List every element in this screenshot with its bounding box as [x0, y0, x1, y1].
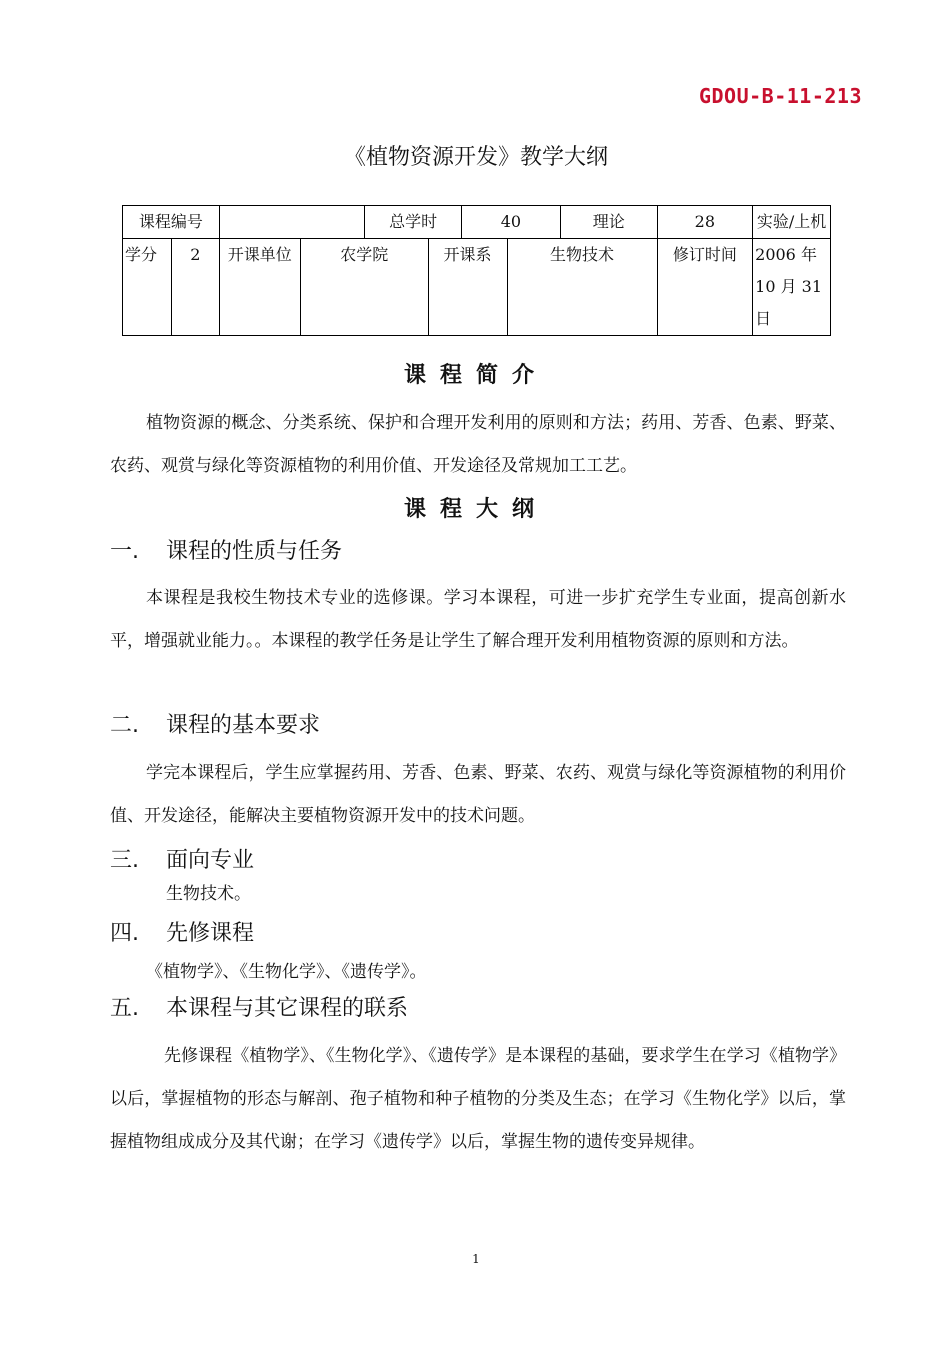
page-title: 《植物资源开发》教学大纲 — [343, 145, 608, 170]
section-4-heading — [110, 916, 254, 947]
intro-heading: 课程简介 — [403, 363, 548, 388]
section-number: 一. — [110, 539, 139, 564]
section-number: 四. — [110, 921, 139, 946]
dept-value: 生物技术 — [507, 239, 657, 336]
section-5-text: 先修课程《植物学》、《生物化学》、《遗传学》是本课程的基础，要求学生在学习《植物学》以后，掌握植物的形态与解剖、孢子植物和种子植物的分类及生态；在学习《生物化学》以后，掌握植物组成成分及其代谢；在学习《遗传学》以后，掌握生物的遗传变异规律。 — [110, 1046, 846, 1152]
section-number: 三. — [110, 848, 139, 873]
section-number: 五. — [110, 996, 139, 1021]
outline-heading: 课程大纲 — [403, 497, 548, 522]
section-title: 课程的性质与任务 — [166, 539, 343, 564]
lab-label: 实验/上机 — [753, 206, 831, 239]
section-title: 课程的基本要求 — [166, 713, 321, 738]
section-2-heading — [110, 708, 320, 739]
course-info-table — [122, 205, 831, 336]
unit-label: 开课单位 — [219, 239, 300, 336]
section-title: 面向专业 — [166, 848, 255, 873]
section-3-text: 生物技术。 — [166, 884, 251, 904]
section-title: 先修课程 — [166, 921, 255, 946]
section-4-text: 《植物学》、《生物化学》、《遗传学》。 — [146, 962, 427, 982]
revise-label: 修订时间 — [657, 239, 753, 336]
course-code-value — [219, 206, 365, 239]
course-code-label: 课程编号 — [123, 206, 220, 239]
document-number: GDOU-B-11-213 — [698, 84, 862, 108]
page-number: 1 — [472, 1252, 480, 1266]
section-5-heading — [110, 991, 408, 1022]
section-number: 二. — [110, 713, 139, 738]
intro-text: 植物资源的概念、分类系统、保护和合理开发利用的原则和方法；药用、芳香、色素、野菜、农药、观赏与绿化等资源植物的利用价值、开发途径及常规加工工艺。 — [110, 413, 846, 476]
theory-value: 28 — [657, 206, 753, 239]
section-title: 本课程与其它课程的联系 — [166, 996, 409, 1021]
theory-label: 理论 — [560, 206, 657, 239]
section-3-heading — [110, 843, 254, 874]
section-1-heading — [110, 534, 342, 565]
revise-value: 2006 年 10 月 31 日 — [753, 239, 831, 336]
section-1-text: 本课程是我校生物技术专业的选修课。学习本课程，可进一步扩充学生专业面，提高创新水平，增强就业能力。。本课程的教学任务是让学生了解合理开发利用植物资源的原则和方法。 — [110, 588, 846, 651]
credit-label: 学分 — [123, 239, 172, 336]
dept-label: 开课系 — [428, 239, 507, 336]
credit-value: 2 — [171, 239, 219, 336]
total-hours-value: 40 — [461, 206, 560, 239]
unit-value: 农学院 — [300, 239, 428, 336]
section-2-text: 学完本课程后，学生应掌握药用、芳香、色素、野菜、农药、观赏与绿化等资源植物的利用价值、开发途径，能解决主要植物资源开发中的技术问题。 — [110, 763, 846, 826]
total-hours-label: 总学时 — [365, 206, 462, 239]
